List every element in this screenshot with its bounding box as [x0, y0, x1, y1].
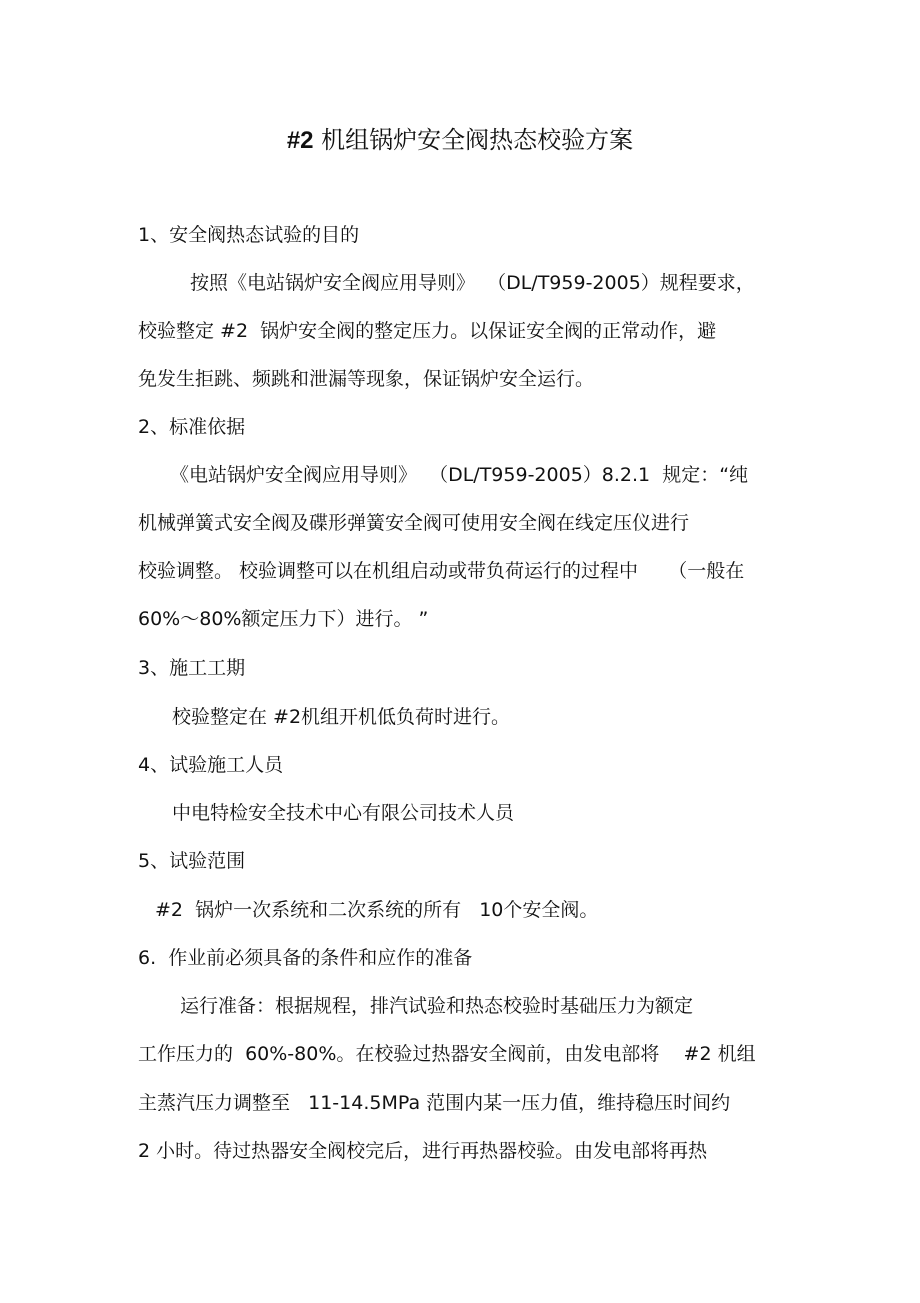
- document-title: [0, 120, 920, 161]
- paragraph-line: 免发生拒跳、频跳和泄漏等现象，保证锅炉安全运行。: [138, 368, 595, 390]
- paragraph-line: 运行准备：根据规程，排汽试验和热态校验时基础压力为额定: [180, 995, 694, 1017]
- paragraph-line: 中电特检安全技术中心有限公司技术人员: [172, 802, 515, 824]
- paragraph-line: 校验整定在 #2机组开机低负荷时进行。: [172, 706, 511, 728]
- paragraph-line: 按照《电站锅炉安全阀应用导则》 （DL/T959-2005）规程要求，: [190, 272, 755, 294]
- section-heading-6: 6. 作业前必须具备的条件和应作的准备: [138, 947, 473, 969]
- paragraph-line: 主蒸汽压力调整至 11-14.5MPa 范围内某一压力值，维持稳压时间约: [138, 1092, 731, 1114]
- title-text: 机组锅炉安全阀热态校验方案: [321, 126, 634, 154]
- section-heading-5: 5、试验范围: [138, 850, 246, 872]
- section-heading-4: 4、试验施工人员: [138, 754, 284, 776]
- paragraph-line: 《电站锅炉安全阀应用导则》 （DL/T959-2005）8.2.1 规定：“纯: [170, 464, 749, 486]
- section-heading-2: 2、标准依据: [138, 416, 246, 438]
- paragraph-line: 校验整定 #2 锅炉安全阀的整定压力。以保证安全阀的正常动作，避: [138, 320, 717, 342]
- section-heading-3: 3、施工工期: [138, 657, 246, 679]
- section-heading-1: 1、安全阀热态试验的目的: [138, 224, 360, 246]
- paragraph-line: 60%～80%额定压力下）进行。 ”: [138, 608, 429, 630]
- paragraph-line: 机械弹簧式安全阀及碟形弹簧安全阀可使用安全阀在线定压仪进行: [138, 512, 690, 534]
- title-number: #2: [286, 127, 314, 154]
- paragraph-line: 2 小时。待过热器安全阀校完后，进行再热器校验。由发电部将再热: [138, 1140, 708, 1162]
- paragraph-line: 校验调整。 校验调整可以在机组启动或带负荷运行的过程中 （一般在: [138, 560, 745, 582]
- paragraph-line: 工作压力的 60%-80%。在校验过热器安全阀前，由发电部将 #2 机组: [138, 1043, 756, 1065]
- paragraph-line: #2 锅炉一次系统和二次系统的所有 10个安全阀。: [155, 899, 599, 921]
